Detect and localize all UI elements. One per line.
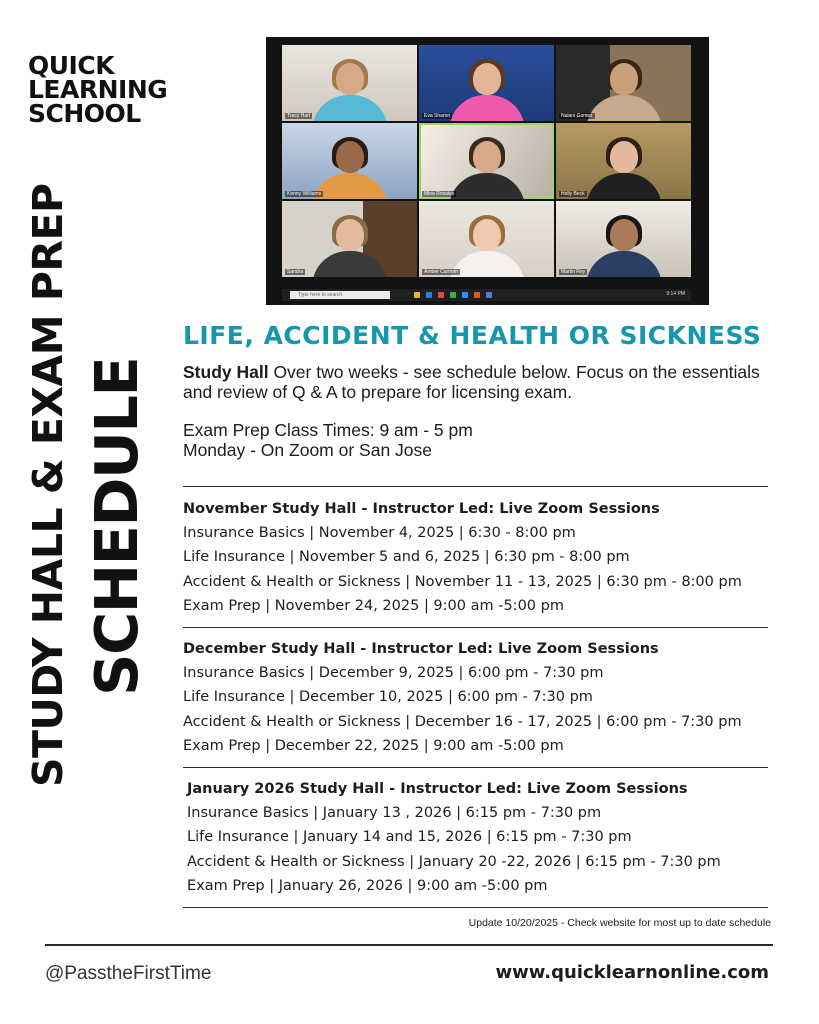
section-divider bbox=[183, 767, 768, 768]
taskbar-search-box: Type here to search bbox=[290, 291, 390, 299]
logo-line-2: LEARNING bbox=[28, 75, 168, 104]
schedule-row: Accident & Health or Sickness | November 11 - 13, 2025 | 6:30 pm - 8:00 pm bbox=[183, 573, 742, 590]
intro-paragraph bbox=[183, 362, 773, 402]
update-note: Update 10/20/2025 - Check website for most up to date schedule bbox=[468, 917, 771, 929]
logo-line-1: QUICK bbox=[28, 51, 115, 80]
taskbar-app-icon bbox=[462, 292, 468, 298]
class-times bbox=[183, 420, 473, 460]
section-title: January 2026 Study Hall - Instructor Led: Live Zoom Sessions bbox=[187, 781, 688, 797]
schedule-row: Insurance Basics | December 9, 2025 | 6:00 pm - 7:30 pm bbox=[183, 665, 604, 681]
schedule-row: Insurance Basics | November 4, 2025 | 6:30 - 8:00 pm bbox=[183, 525, 576, 541]
schedule-row: Exam Prep | November 24, 2025 | 9:00 am -5:00 pm bbox=[183, 597, 564, 614]
participant-name: Eva Sharon bbox=[424, 113, 451, 119]
schedule-row: Life Insurance | November 5 and 6, 2025 | 6:30 pm - 8:00 pm bbox=[183, 549, 630, 566]
schedule-section-november bbox=[183, 497, 742, 618]
windows-taskbar bbox=[282, 289, 691, 301]
intro-text: Over two weeks - see schedule below. Focus on the essentials and review of Q & A to prepare for licensing exam. bbox=[183, 362, 760, 402]
schedule-row: Insurance Basics | January 13 , 2026 | 6:15 pm - 7:30 pm bbox=[187, 805, 602, 821]
zoom-meeting-photo bbox=[266, 37, 709, 305]
participant-tile bbox=[556, 45, 691, 121]
participant-name: Kenny Williams bbox=[287, 191, 322, 197]
taskbar-clock: 9:14 PM bbox=[666, 291, 685, 297]
taskbar-app-icon bbox=[438, 292, 444, 298]
participant-tile bbox=[282, 201, 417, 277]
vertical-title-line-2: SCHEDULE bbox=[82, 357, 151, 696]
taskbar-app-icon bbox=[486, 292, 492, 298]
participant-name: Mina Rosales bbox=[424, 191, 455, 197]
participant-tile bbox=[419, 123, 554, 199]
zoom-participant-grid bbox=[282, 45, 691, 277]
schedule-row: Accident & Health or Sickness | January 20 -22, 2026 | 6:15 pm - 7:30 pm bbox=[187, 853, 721, 870]
website-url: www.quicklearnonline.com bbox=[495, 962, 769, 983]
logo-line-3: SCHOOL bbox=[28, 99, 141, 128]
vertical-title bbox=[20, 162, 151, 792]
footer-divider bbox=[45, 944, 773, 946]
section-divider bbox=[183, 907, 768, 908]
participant-name: Sandra bbox=[287, 269, 304, 275]
vertical-title-line-1: STUDY HALL & EXAM PREP bbox=[24, 183, 72, 787]
school-logo bbox=[28, 51, 168, 128]
schedule-section-december bbox=[183, 637, 742, 758]
participant-name: Amber Carmen bbox=[424, 269, 458, 275]
participant-tile bbox=[556, 201, 691, 277]
participant-name: Holly Beck bbox=[561, 191, 585, 197]
participant-tile bbox=[282, 123, 417, 199]
taskbar-app-icon bbox=[474, 292, 480, 298]
participant-name: Tracy Hart bbox=[287, 113, 311, 119]
section-divider bbox=[183, 486, 768, 487]
social-handle: @PasstheFirstTime bbox=[45, 963, 212, 984]
taskbar-app-icon bbox=[450, 292, 456, 298]
schedule-row: Life Insurance | January 14 and 15, 2026 | 6:15 pm - 7:30 pm bbox=[187, 829, 632, 846]
intro-bold-label: Study Hall bbox=[183, 362, 269, 382]
class-times-line-1: Exam Prep Class Times: 9 am - 5 pm bbox=[183, 420, 473, 440]
taskbar-app-icon bbox=[414, 292, 420, 298]
section-divider bbox=[183, 627, 768, 628]
taskbar-app-icon bbox=[426, 292, 432, 298]
section-title: December Study Hall - Instructor Led: Live Zoom Sessions bbox=[183, 641, 659, 657]
schedule-row: Life Insurance | December 10, 2025 | 6:00 pm - 7:30 pm bbox=[183, 689, 593, 706]
section-title: November Study Hall - Instructor Led: Live Zoom Sessions bbox=[183, 501, 660, 517]
schedule-row: Exam Prep | December 22, 2025 | 9:00 am -5:00 pm bbox=[183, 737, 564, 754]
participant-tile bbox=[556, 123, 691, 199]
course-headline: LIFE, ACCIDENT & HEALTH OR SICKNESS bbox=[183, 321, 762, 350]
participant-name: Martin Rey bbox=[561, 269, 586, 275]
participant-name: Nalani Gomez bbox=[561, 113, 593, 119]
schedule-section-january bbox=[187, 777, 721, 898]
schedule-row: Accident & Health or Sickness | December 16 - 17, 2025 | 6:00 pm - 7:30 pm bbox=[183, 713, 742, 730]
schedule-row: Exam Prep | January 26, 2026 | 9:00 am -5:00 pm bbox=[187, 877, 548, 894]
participant-tile bbox=[282, 45, 417, 121]
class-times-line-2: Monday - On Zoom or San Jose bbox=[183, 440, 432, 460]
participant-tile bbox=[419, 45, 554, 121]
participant-tile bbox=[419, 201, 554, 277]
